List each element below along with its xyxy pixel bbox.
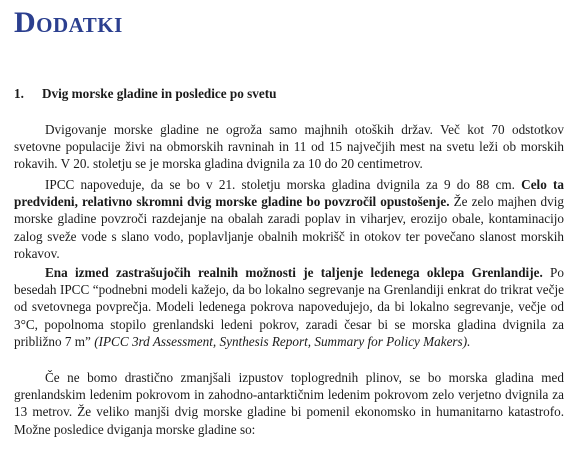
paragraph-3-text: Po besedah IPCC “podnebni modeli kažejo, da bo lokalno segrevanje na Grenlandiji enkrat do trikrat večje od svetovnega povprečja. Modeli ledenega pokrova napovedujejo, da bi lokalno segrevanje, večje od 3°C, popolnoma stopilo grenlandski ledeni pokrov, zaradi česar bi se morska gladina dvignila za približno 7 m”: [14, 265, 564, 349]
section-number: 1.: [14, 86, 24, 101]
paragraph-2-text-b: Že zelo majhen dvig morske gladine povzroči razdejanje na obalah zaradi poplav in viharjev, erozijo obale, kontaminacijo zalog sveže vode s slano vodo, poplavljanje obalnih mokrišč in otokov ter povečano slanost morskih rokavov.: [14, 194, 565, 261]
paragraph-4-text: Če ne bomo drastično zmanjšali izpustov toplogrednih plinov, se bo morska gladina med grenlandskim ledenim pokrovom in zahodno-antarktičnim ledenim pokrovom zelo verjetno dvignila za 13 metrov. Že veliko manjši dvig morske gladine bi pomenil ekonomsko in humanitarno katastrofo. Možne posledice dviganja morske gladine so:: [14, 370, 564, 437]
paragraph-3-citation: (IPCC 3rd Assessment, Synthesis Report, Summary for Policy Makers).: [90, 333, 471, 349]
paragraph-2: [14, 176, 564, 262]
section-title: Dvig morske gladine in posledice po svetu: [42, 86, 277, 101]
paragraph-2-emphasis: Celo ta predvideni, relativno skromni dvig morske gladine bo povzročil opustošenje.: [14, 177, 564, 210]
paragraph-3: [14, 264, 564, 350]
page-title: Dodatki: [14, 6, 123, 39]
paragraph-1-text: Dvigovanje morske gladine ne ogroža samo majhnih otoških držav. Več kot 70 odstotkov svetovne populacije živi na obmorskih ravninah in 11 od 15 največjih mest na svetu leži ob morskih rokavih. V 20. stoletju se je morska gladina dvignila za 10 do 20 centimetrov.: [14, 122, 564, 172]
section-heading: [14, 86, 562, 102]
paragraph-1: [14, 121, 564, 173]
paragraph-4: [14, 369, 564, 438]
paragraph-3-emphasis: Ena izmed zastrašujočih realnih možnosti je taljenje ledenega oklepa Grenlandije.: [45, 265, 543, 280]
paragraph-2-text-a: IPCC napoveduje, da se bo v 21. stoletju morska gladina dvignila za 9 do 88 cm.: [45, 177, 522, 192]
